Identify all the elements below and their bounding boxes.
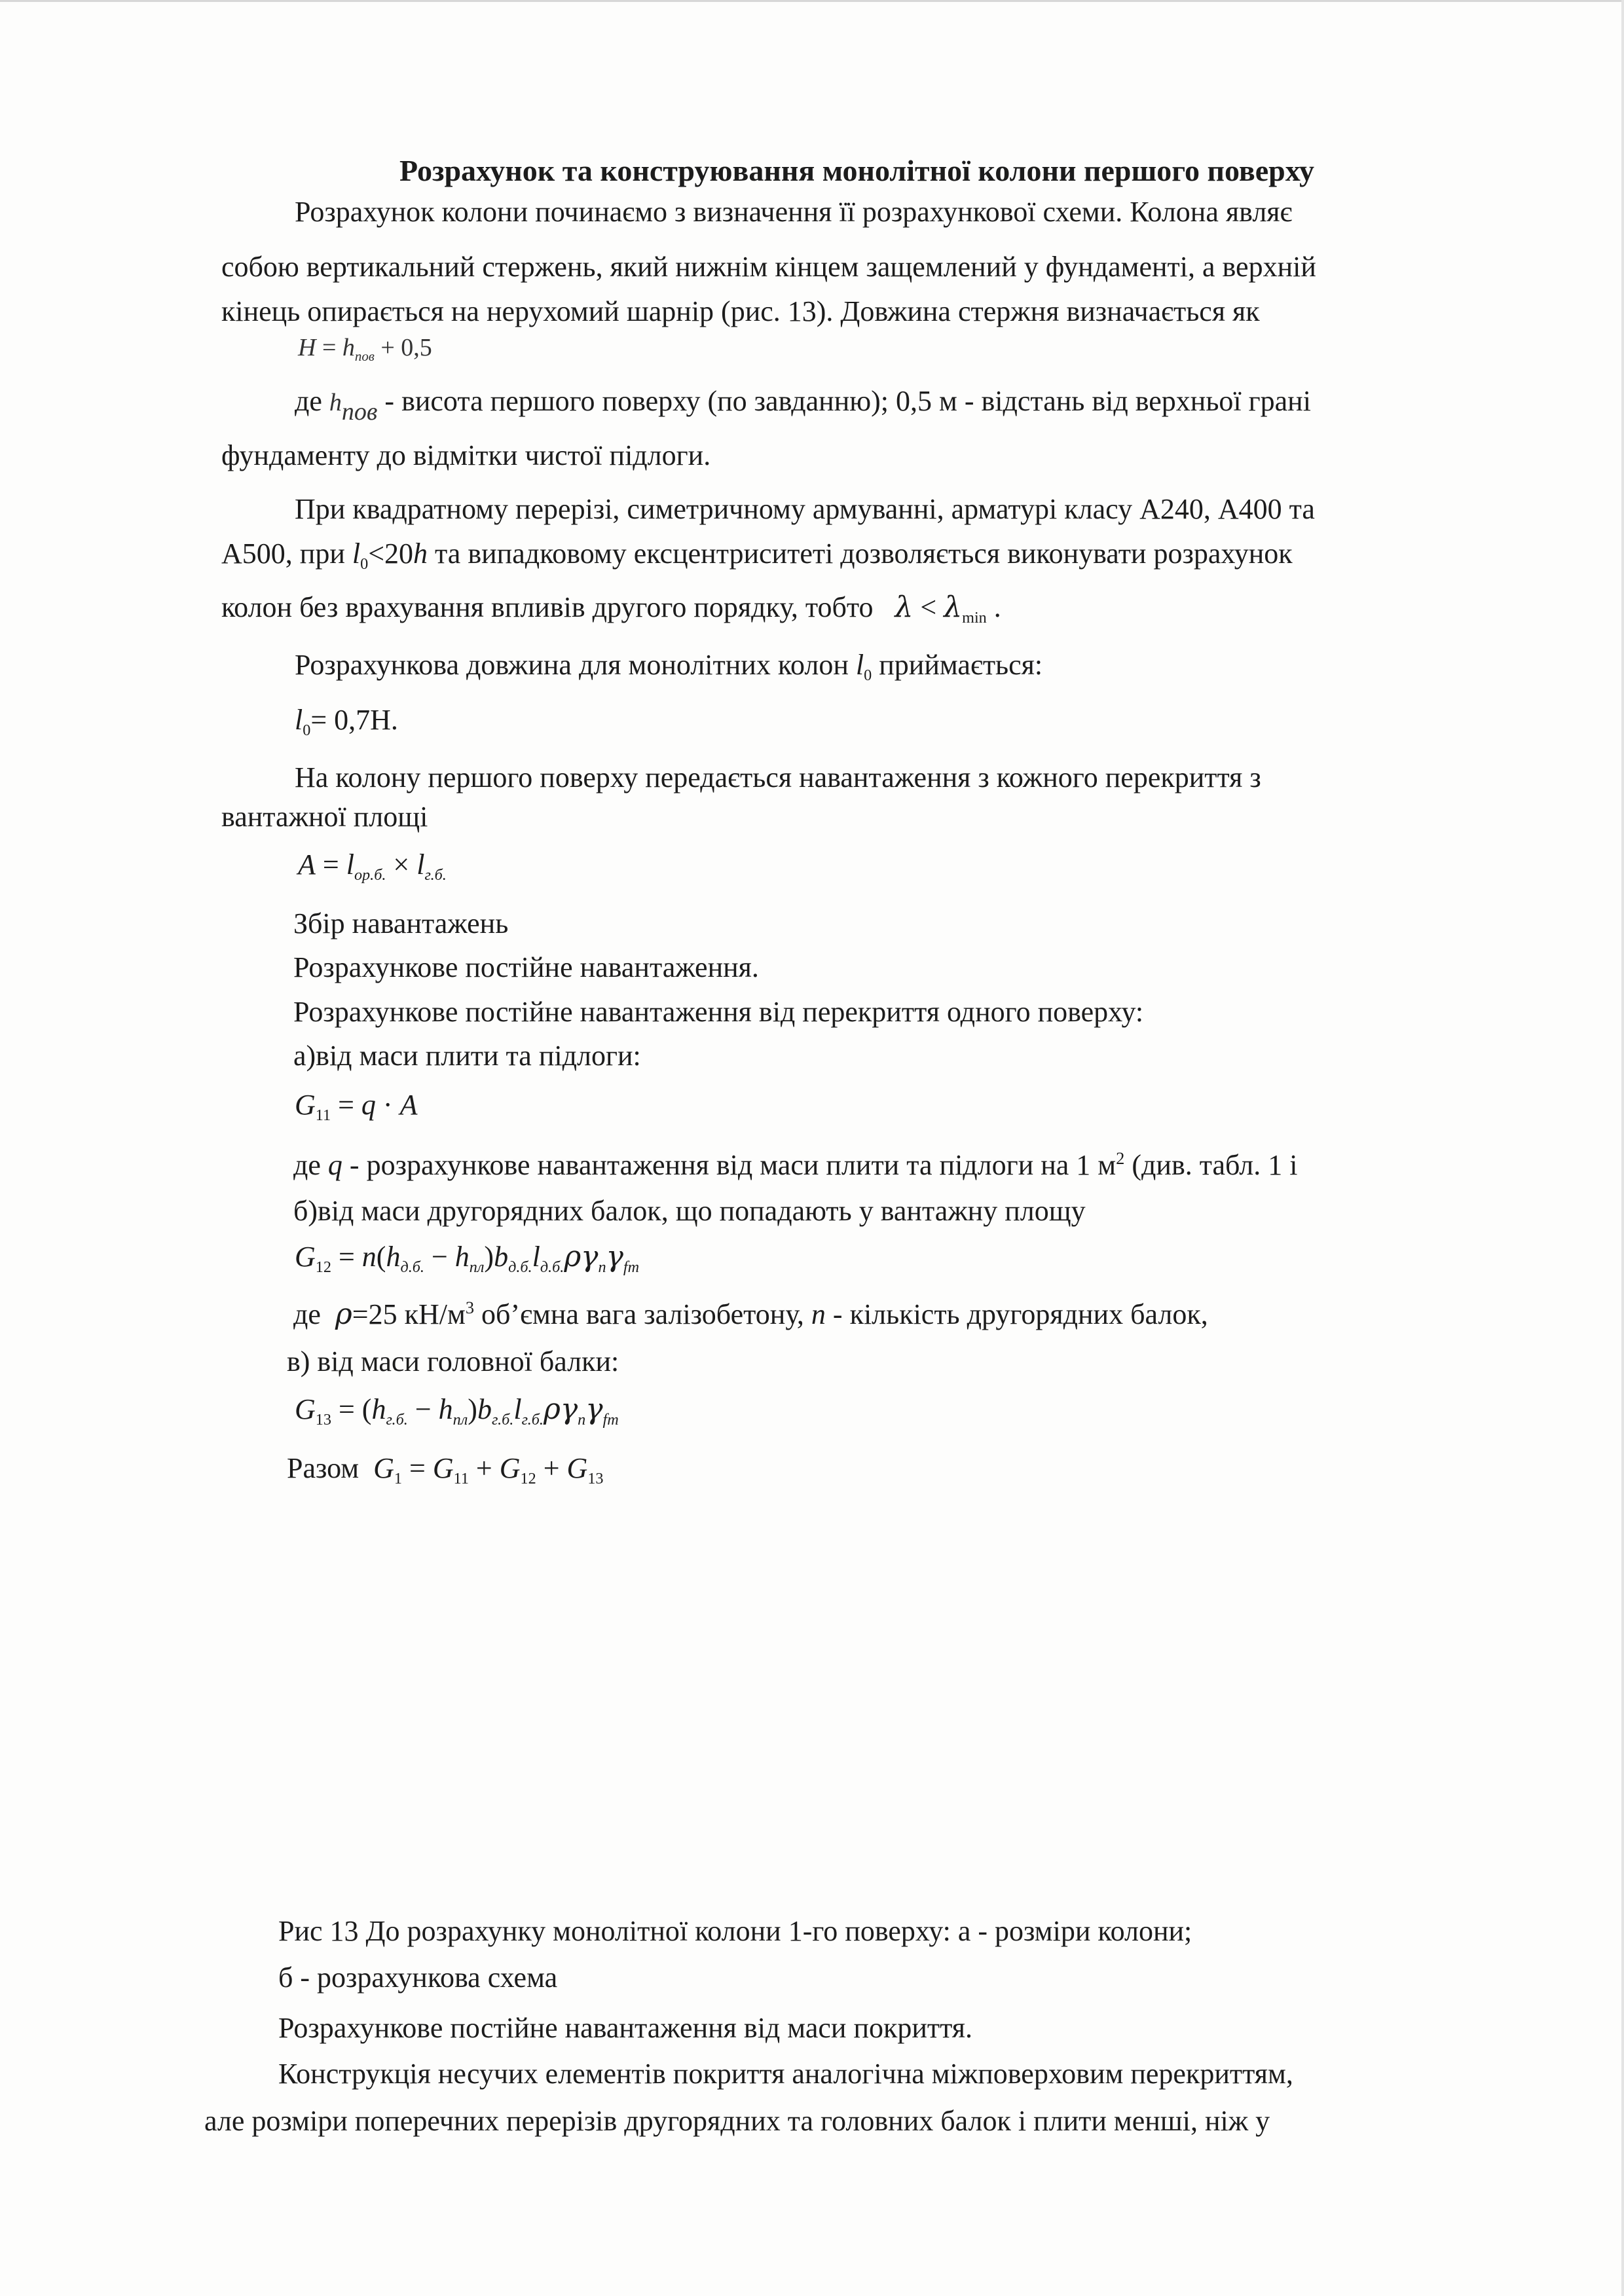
paragraph-line: а)від маси плити та підлоги: <box>293 1040 641 1072</box>
paragraph-line: Розрахункове постійне навантаження. <box>293 951 759 983</box>
paragraph-line: Розрахункове постійне навантаження від маси покриття. <box>278 2012 973 2044</box>
formula-height: $H = h_{пов} + 0,5$ <box>298 334 432 364</box>
paragraph-line: Збір навантажень <box>293 907 509 939</box>
paragraph-line: б)від маси другорядних балок, що попадають у вантажну площу <box>293 1195 1086 1227</box>
paragraph-line: де q - розрахункове навантаження від маси плити та підлоги на 1 $м^2$ (див. табл. 1 і <box>293 1148 1298 1181</box>
paragraph-line: в) від маси головної балки: <box>287 1345 619 1377</box>
formula-l0: $l_0= 0,7Н$. <box>295 704 398 740</box>
line-text: А500, при <box>221 538 345 570</box>
paragraph-line: Розрахункова довжина для монолітних колон $l_0$ приймається: <box>295 649 1043 685</box>
paragraph-line: Розрахунок колони починаємо з визначення її розрахункової схеми. Колона являє <box>295 196 1293 228</box>
formula-area: $A = l_{ор.б.} \times l_{г.б.}$ <box>298 848 447 884</box>
paragraph-line: Конструкція несучих елементів покриття аналогічна міжповерховим перекриттям, <box>278 2058 1293 2090</box>
figure-caption: Рис 13 До розрахунку монолітної колони 1-го поверху: а - розміри колони; <box>278 1915 1192 1947</box>
line-text: - висота першого поверху (по завданню); 0,5 м - відстань від верхньої грані <box>384 385 1311 417</box>
word-de: де <box>295 385 322 417</box>
paragraph-line: де hпов - висота першого поверху (по завданню); 0,5 м - відстань від верхньої грані <box>295 385 1311 426</box>
paragraph-line: але розміри поперечних перерізів другорядних та головних балок і плити менші, ніж у <box>204 2105 1270 2137</box>
paragraph-line: колон без врахування впливів другого порядку, тобто $\lambda < \lambda_{min}$ . <box>221 591 1001 627</box>
paragraph-line: фундаменту до відмітки чистої підлоги. <box>221 439 711 471</box>
scan-edge-top <box>0 0 1624 2</box>
paragraph-line: кінець опирається на нерухомий шарнір (рис. 13). Довжина стержня визначається як <box>221 295 1260 327</box>
formula-height-tail: + 0,5 <box>380 334 432 361</box>
line-text: та випадковому ексцентриситеті дозволяється виконувати розрахунок <box>435 538 1293 570</box>
paragraph-line: вантажної площі <box>221 801 428 833</box>
line-text: <20 <box>368 538 414 570</box>
paragraph-line: де ρ=25 $кН/м^3$ об’ємна вага залізобетону, n - кількість другорядних балок, <box>293 1298 1208 1331</box>
paragraph-line: Розрахункове постійне навантаження від перекриття одного поверху: <box>293 996 1144 1028</box>
scan-edge-right <box>1621 0 1624 2296</box>
paragraph-line: На колону першого поверху передається навантаження з кожного перекриття з <box>295 761 1261 793</box>
formula-g1: Разом $G_1 = G_{11} + G_{12} + G_{13}$ <box>287 1452 604 1488</box>
paragraph-line: собою вертикальний стержень, який нижнім кінцем защемлений у фундаменті, а верхній <box>221 251 1316 283</box>
page-title: Розрахунок та конструювання монолітної колони першого поверху <box>399 154 1315 187</box>
figure-caption: б - розрахункова схема <box>278 1961 558 1994</box>
formula-g13: $G_{13} = (h_{г.б.} - h_{пл})b_{г.б.}l_{г.б.}\rho\gamma_n\gamma_{fm}$ <box>295 1393 619 1429</box>
paragraph-line: При квадратному перерізі, симетричному армуванні, арматурі класу А240, А400 та <box>295 493 1315 525</box>
line-text: Розрахункова довжина для монолітних колон <box>295 649 849 681</box>
line-text: приймається: <box>879 649 1043 681</box>
formula-g11: $G_{11} = q \cdot A$ <box>295 1089 418 1125</box>
formula-g12: $G_{12} = n(h_{д.б.} - h_{пл})b_{д.б.}l_{д.б.}\rho\gamma_n\gamma_{fm}$ <box>295 1240 640 1277</box>
line-text: колон без врахування впливів другого порядку, тобто <box>221 591 874 623</box>
paragraph-line: А500, при $l_0<20h$ та випадковому ексцентриситеті дозволяється виконувати розрахунок <box>221 538 1293 574</box>
